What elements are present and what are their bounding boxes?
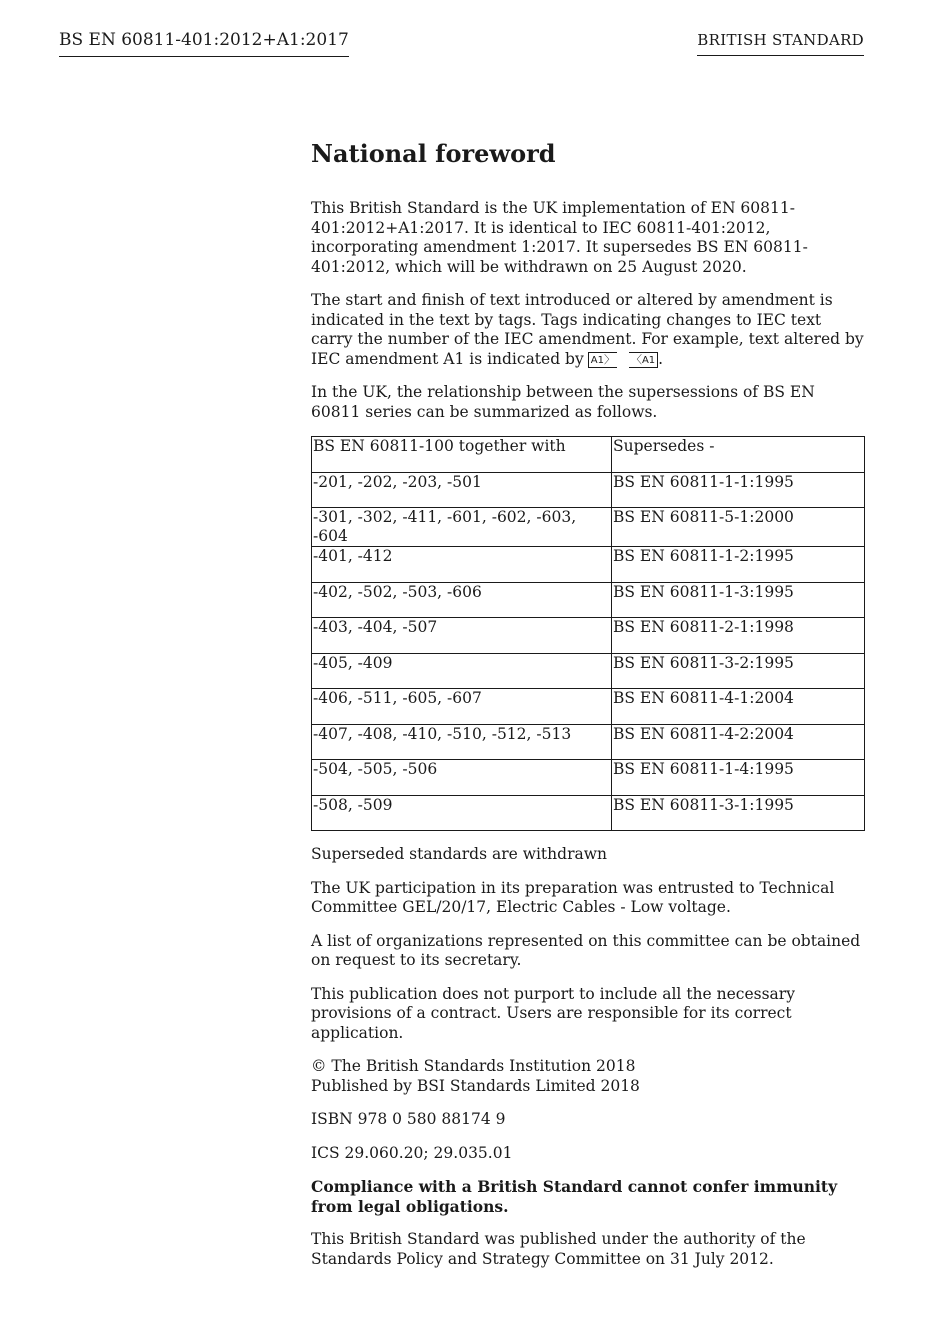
table-row bbox=[312, 689, 865, 725]
table-cell-supersedes: BS EN 60811-4-2:2004 bbox=[612, 724, 865, 760]
table-cell-parts: -401, -412 bbox=[312, 547, 612, 583]
amendment-tags-text: The start and finish of text introduced or altered by amendment is indicated in the text by tags. Tags indicating changes to IEC text carry the number of the IEC amendment. For example, text altered by IEC amendment A1 is indicated by bbox=[311, 291, 864, 368]
document-number: BS EN 60811-401:2012+A1:2017 bbox=[59, 30, 349, 57]
table-cell-supersedes: BS EN 60811-1-1:1995 bbox=[612, 472, 865, 508]
table-row bbox=[312, 795, 865, 831]
table-row bbox=[312, 582, 865, 618]
paragraph-organizations: A list of organizations represented on this committee can be obtained on request to its secretary. bbox=[311, 931, 861, 969]
table-cell-parts: -405, -409 bbox=[312, 653, 612, 689]
copyright-block bbox=[311, 1057, 865, 1096]
table-cell-parts: -406, -511, -605, -607 bbox=[312, 689, 612, 725]
table-row bbox=[312, 437, 865, 473]
amendment-open-tag-icon: A1 〉 bbox=[588, 352, 617, 368]
table-cell-supersedes: Supersedes - bbox=[612, 437, 865, 473]
amendment-tags-end: . bbox=[658, 349, 664, 368]
table-row bbox=[312, 472, 865, 508]
copyright-line: © The British Standards Institution 2018 bbox=[311, 1057, 636, 1075]
table-cell-supersedes: BS EN 60811-3-1:1995 bbox=[612, 795, 865, 831]
table-cell-supersedes: BS EN 60811-5-1:2000 bbox=[612, 508, 865, 547]
table-row bbox=[312, 760, 865, 796]
table-cell-parts: -201, -202, -203, -501 bbox=[312, 472, 612, 508]
paragraph-amendment-tags bbox=[311, 291, 865, 369]
compliance-statement: Compliance with a British Standard cannot confer immunity from legal obligations. bbox=[311, 1177, 838, 1216]
supersessions-table bbox=[311, 436, 865, 831]
paragraph-contract: This publication does not purport to include all the necessary provisions of a contract. Users are responsible for its correct application. bbox=[311, 984, 795, 1042]
foreword-content bbox=[311, 139, 865, 1283]
table-cell-supersedes: BS EN 60811-1-4:1995 bbox=[612, 760, 865, 796]
table-cell-supersedes: BS EN 60811-3-2:1995 bbox=[612, 653, 865, 689]
table-cell-parts: BS EN 60811-100 together with bbox=[312, 437, 612, 473]
table-row bbox=[312, 618, 865, 654]
table-cell-parts: -407, -408, -410, -510, -512, -513 bbox=[312, 724, 612, 760]
table-cell-parts: -504, -505, -506 bbox=[312, 760, 612, 796]
table-row bbox=[312, 653, 865, 689]
publisher-line: Published by BSI Standards Limited 2018 bbox=[311, 1076, 640, 1095]
paragraph-committee: The UK participation in its preparation was entrusted to Technical Committee GEL/20/17, Electric Cables - Low voltage. bbox=[311, 878, 835, 916]
table-row bbox=[312, 508, 865, 547]
paragraph-withdrawn: Superseded standards are withdrawn bbox=[311, 845, 607, 863]
table-row bbox=[312, 724, 865, 760]
table-cell-supersedes: BS EN 60811-1-3:1995 bbox=[612, 582, 865, 618]
ics: ICS 29.060.20; 29.035.01 bbox=[311, 1143, 513, 1162]
table-cell-supersedes: BS EN 60811-2-1:1998 bbox=[612, 618, 865, 654]
paragraph-supersessions: In the UK, the relationship between the supersessions of BS EN 60811 series can be summarized as follows. bbox=[311, 383, 815, 421]
standard-type: BRITISH STANDARD bbox=[697, 31, 864, 56]
table-cell-parts: -402, -502, -503, -606 bbox=[312, 582, 612, 618]
table-cell-parts: -403, -404, -507 bbox=[312, 618, 612, 654]
table-cell-supersedes: BS EN 60811-4-1:2004 bbox=[612, 689, 865, 725]
table-cell-supersedes: BS EN 60811-1-2:1995 bbox=[612, 547, 865, 583]
paragraph-implementation: This British Standard is the UK implementation of EN 60811-401:2012+A1:2017. It is identical to IEC 60811-401:2012, incorporating amendment 1:2017. It supersedes BS EN 60811-401:2012, which will be withdrawn on 25 August 2020. bbox=[311, 199, 808, 276]
paragraph-authority: This British Standard was published under the authority of the Standards Policy and Strategy Committee on 31 July 2012. bbox=[311, 1230, 806, 1268]
amendment-close-tag-icon: 〈 A1 bbox=[629, 352, 658, 368]
table-row bbox=[312, 547, 865, 583]
table-cell-parts: -508, -509 bbox=[312, 795, 612, 831]
table-cell-parts: -301, -302, -411, -601, -602, -603, -604 bbox=[312, 508, 612, 547]
isbn: ISBN 978 0 580 88174 9 bbox=[311, 1110, 506, 1128]
page-title: National foreword bbox=[311, 139, 556, 168]
